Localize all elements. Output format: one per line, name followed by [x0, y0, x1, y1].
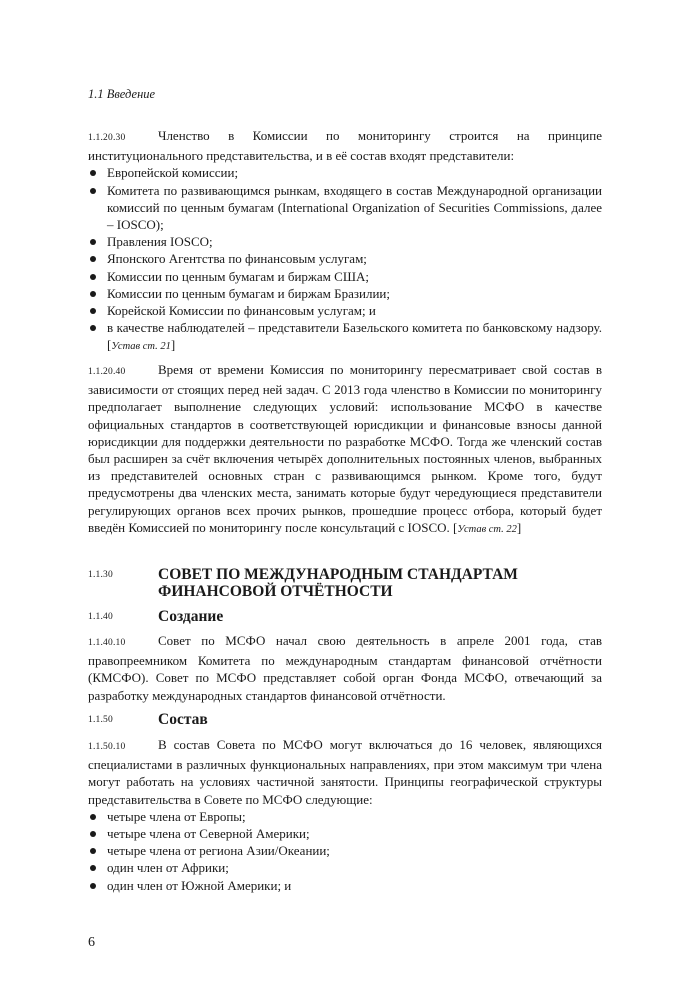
section-title: Создание	[158, 608, 224, 625]
list-item: Европейской комиссии;	[88, 164, 602, 181]
bullet-icon	[90, 188, 96, 194]
list-item: один член от Африки;	[88, 859, 602, 876]
paragraph-text: Совет по МСФО начал свою деятельность в апреле 2001 года, став правопреемником Комитета по международным стандартам финансовой отчётности (КМСФО). Совет по МСФО представляет собой орган Фонда МСФО, отвечающий за разработку международных стандартов финансовой отчётности.	[88, 633, 602, 703]
citation: Устав ст. 22	[457, 523, 517, 535]
bullet-icon	[90, 239, 96, 245]
page-number: 6	[88, 935, 95, 950]
section-number: 1.1.40	[88, 612, 113, 622]
bullet-icon	[90, 831, 96, 837]
section-title: СОВЕТ ПО МЕЖДУНАРОДНЫМ СТАНДАРТАМ ФИНАНСОВОЙ ОТЧЁТНОСТИ	[158, 566, 518, 600]
list-item: Корейской Комиссии по финансовым услугам; и	[88, 302, 602, 319]
paragraph-1-1-50-10	[88, 736, 602, 894]
section-title: Состав	[158, 711, 208, 728]
paragraph-1-1-20-40: 1.1.20.40 Время от времени Комиссия по мониторингу пересматривает свой состав в зависимости от стоящих перед ней задач. С 2013 года членство в Комиссии по мониторингу предполагает выполнение следующих условий: использование МСФО в качестве официальных стандартов в соответствующей юрисдикции и финансовые взносы данной юрисдикции для поддержки деятельности по разработке МСФО. Тогда же членский состав был расширен за счёт включения четырёх дополнительных постоянных членов, выбранных из представителей основных стран с развивающимся рынком. Кроме того, будут предусмотрены два членских места, занимать которые будут чередующиеся представители регулирующих органов всех прочих рынков, прошедшие процесс отбора, который будет введён Комиссией по мониторингу после консультаций с IOSCO. [Устав ст. 22]	[88, 362, 602, 535]
list-item: Комитета по развивающимся рынкам, входящего в состав Международной организации комиссий по ценным бумагам (International Organization of Securities Commissions, далее – IOSCO);	[88, 182, 602, 234]
paragraph-1-1-40-10	[88, 632, 602, 704]
bullet-list	[88, 808, 602, 894]
bullet-icon	[90, 274, 96, 280]
bullet-icon	[90, 865, 96, 871]
bullet-icon	[90, 883, 96, 889]
list-item: один член от Южной Америки; и	[88, 877, 602, 894]
list-item: четыре члена от региона Азии/Океании;	[88, 842, 602, 859]
paragraph-text: В состав Совета по МСФО могут включаться до 16 человек, являющихся специалистами в различных функциональных направлениях, при этом максимум три члена могут работать на условиях частичной занятости. Принципы географической структуры представительства в Совете по МСФО следующие:	[88, 737, 602, 807]
bullet-icon	[90, 308, 96, 314]
citation: Устав ст. 21	[111, 341, 171, 353]
bullet-list	[88, 164, 602, 355]
section-number: 1.1.50	[88, 715, 113, 725]
bullet-icon	[90, 256, 96, 262]
section-number: 1.1.30	[88, 570, 113, 580]
paragraph-1-1-20-30	[88, 127, 602, 356]
list-item: Комиссии по ценным бумагам и биржам Бразилии;	[88, 285, 602, 302]
bullet-icon	[90, 814, 96, 820]
list-item: в качестве наблюдателей – представители Базельского комитета по банковскому надзору. [Устав ст. 21]	[88, 319, 602, 355]
list-item: Комиссии по ценным бумагам и биржам США;	[88, 268, 602, 285]
running-head: 1.1 Введение	[88, 87, 156, 101]
paragraph-number: 1.1.20.30	[88, 133, 126, 143]
section-heading-1-1-50	[88, 711, 602, 729]
section-heading-1-1-40	[88, 608, 602, 626]
paragraph-text: Членство в Комиссии по мониторингу строится на принципе институционального представительства, и в её состав входят представители:	[88, 128, 602, 164]
paragraph-text: Время от времени Комиссия по мониторингу пересматривает свой состав в зависимости от стоящих перед ней задач. С 2013 года членство в Комиссии по мониторингу предполагает выполнение следующих условий: использование МСФО в качестве официальных стандартов в соответствующей юрисдикции и финансовые взносы данной юрисдикции для поддержки деятельности по разработке МСФО. Тогда же членский состав был расширен за счёт включения четырёх дополнительных постоянных членов, выбранных из представителей основных стран с развивающимся рынком. Кроме того, будут предусмотрены два членских места, занимать которые будут чередующиеся представители регулирующих органов всех прочих рынков, прошедшие процесс отбора, который будет введён Комиссией по мониторингу после консультаций с IOSCO. [	[88, 362, 602, 535]
list-item: Правления IOSCO;	[88, 233, 602, 250]
bullet-icon	[90, 325, 96, 331]
paragraph-number: 1.1.40.10	[88, 638, 126, 648]
bullet-icon	[90, 170, 96, 176]
paragraph-number: 1.1.50.10	[88, 742, 126, 752]
list-item: четыре члена от Европы;	[88, 808, 602, 825]
list-item: четыре члена от Северной Америки;	[88, 825, 602, 842]
bullet-icon	[90, 848, 96, 854]
section-heading-1-1-30	[88, 566, 602, 600]
list-item: Японского Агентства по финансовым услугам;	[88, 250, 602, 267]
bullet-icon	[90, 291, 96, 297]
paragraph-number: 1.1.20.40	[88, 367, 126, 377]
